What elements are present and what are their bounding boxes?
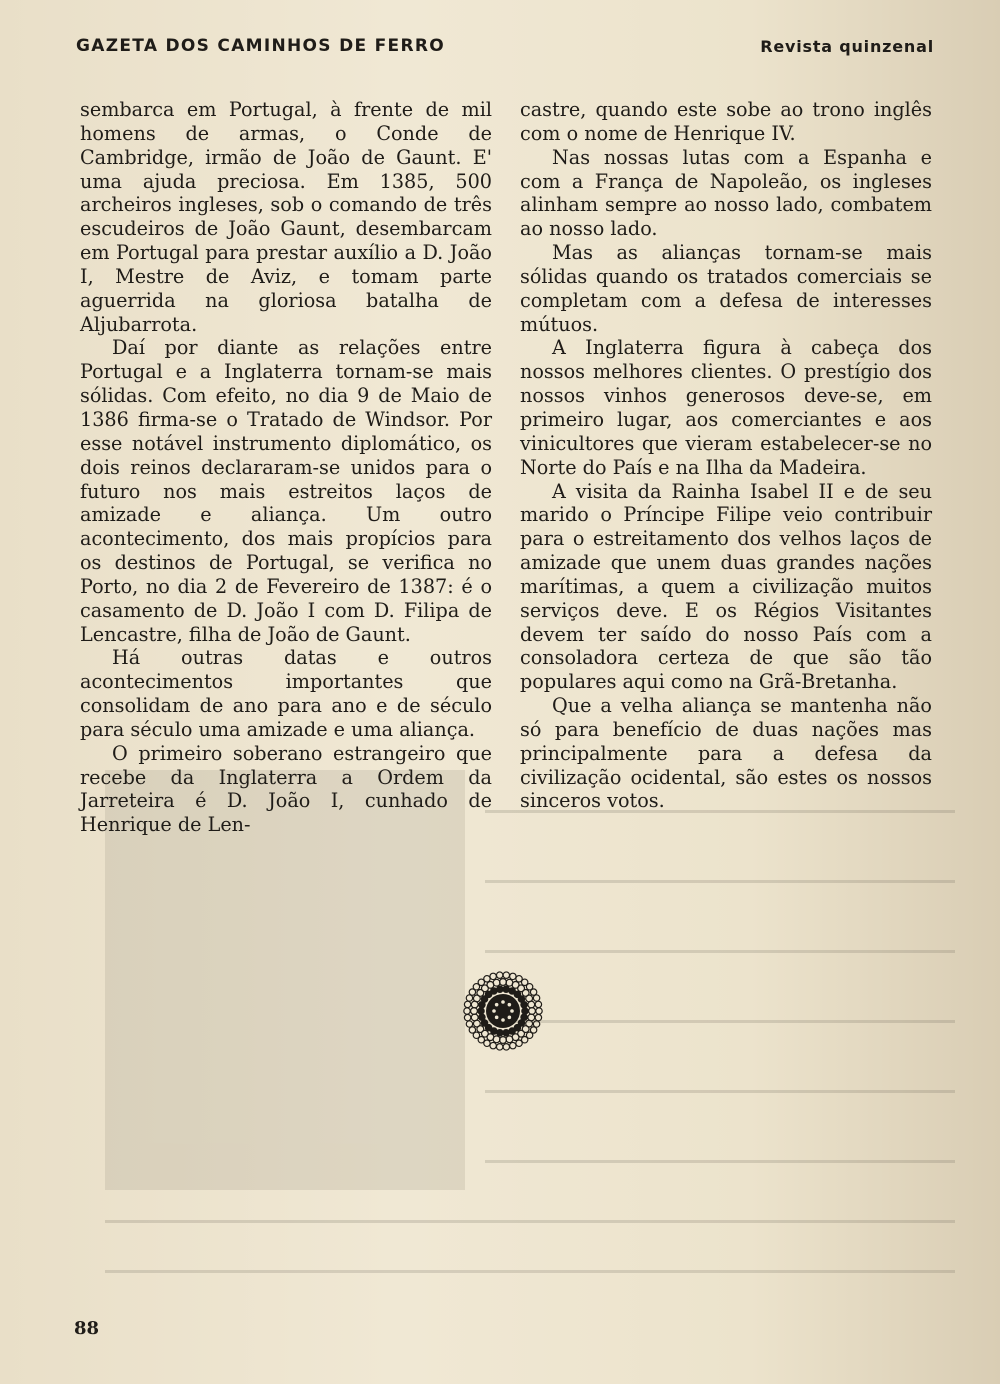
journal-subtitle: Revista quinzenal	[760, 37, 934, 56]
paragraph: A Inglaterra figura à cabeça dos nossos melhores clientes. O prestígio dos nossos vinhos generosos deve-se, em primeiro lugar, aos comerciantes e aos vinicultores que vieram estabelecer-se no Norte do País e na Ilha da Madeira.	[520, 336, 932, 479]
paragraph: A visita da Rainha Isabel II e de seu marido o Príncipe Filipe veio contribuir para o estreitamento dos velhos laços de amizade que unem duas grandes nações marítimas, a quem a civilização muitos serviços deve. E os Régios Visitantes devem ter saído do nosso País com a consoladora certeza de que são tão populares aqui como na Grã-Bretanha.	[520, 479, 932, 694]
rosette-ornament-icon	[462, 970, 544, 1052]
journal-title: GAZETA DOS CAMINHOS DE FERRO	[76, 36, 445, 56]
paragraph: Nas nossas lutas com a Espanha e com a França de Napoleão, os ingleses alinham sempre ao nosso lado, combatem ao nosso lado.	[520, 145, 932, 241]
paragraph: O primeiro soberano estrangeiro que recebe da Inglaterra a Ordem da Jarreteira é D. João I, cunhado de Henrique de Len-	[80, 741, 492, 837]
paragraph: sembarca em Portugal, à frente de mil homens de armas, o Conde de Cambridge, irmão de João de Gaunt. E' uma ajuda preciosa. Em 1385, 500 archeiros ingleses, sob o comando de três escudeiros de João Gaunt, desembarcam em Portugal para prestar auxílio a D. João I, Mestre de Aviz, e tomam parte aguerrida na gloriosa batalha de Aljubarrota.	[80, 98, 492, 336]
paragraph: castre, quando este sobe ao trono inglês com o nome de Henrique IV.	[520, 98, 932, 145]
paragraph: Mas as alianças tornam-se mais sólidas quando os tratados comerciais se completam com a defesa de interesses mútuos.	[520, 241, 932, 336]
right-text-column	[520, 98, 932, 813]
paragraph: Daí por diante as relações entre Portugal e a Inglaterra tornam-se mais sólidas. Com efeito, no dia 9 de Maio de 1386 firma-se o Tratado de Windsor. Por esse notável instrumento diplomático, os dois reinos declararam-se unidos para o futuro nos mais estreitos laços de amizade e aliança. Um outro acontecimento, dos mais propícios para os destinos de Portugal, se verifica no Porto, no dia 2 de Fevereiro de 1387: é o casamento de D. João I com D. Filipa de Lencastre, filha de João de Gaunt.	[80, 336, 492, 646]
left-text-column	[80, 98, 492, 837]
paragraph: Há outras datas e outros acontecimentos importantes que consolidam de ano para ano e de século para século uma amizade e uma aliança.	[80, 646, 492, 741]
page-number: 88	[74, 1318, 100, 1339]
paragraph: Que a velha aliança se mantenha não só para benefício de duas nações mas principalmente para a defesa da civilização ocidental, são estes os nossos sinceros votos.	[520, 694, 932, 813]
running-header	[76, 36, 934, 60]
